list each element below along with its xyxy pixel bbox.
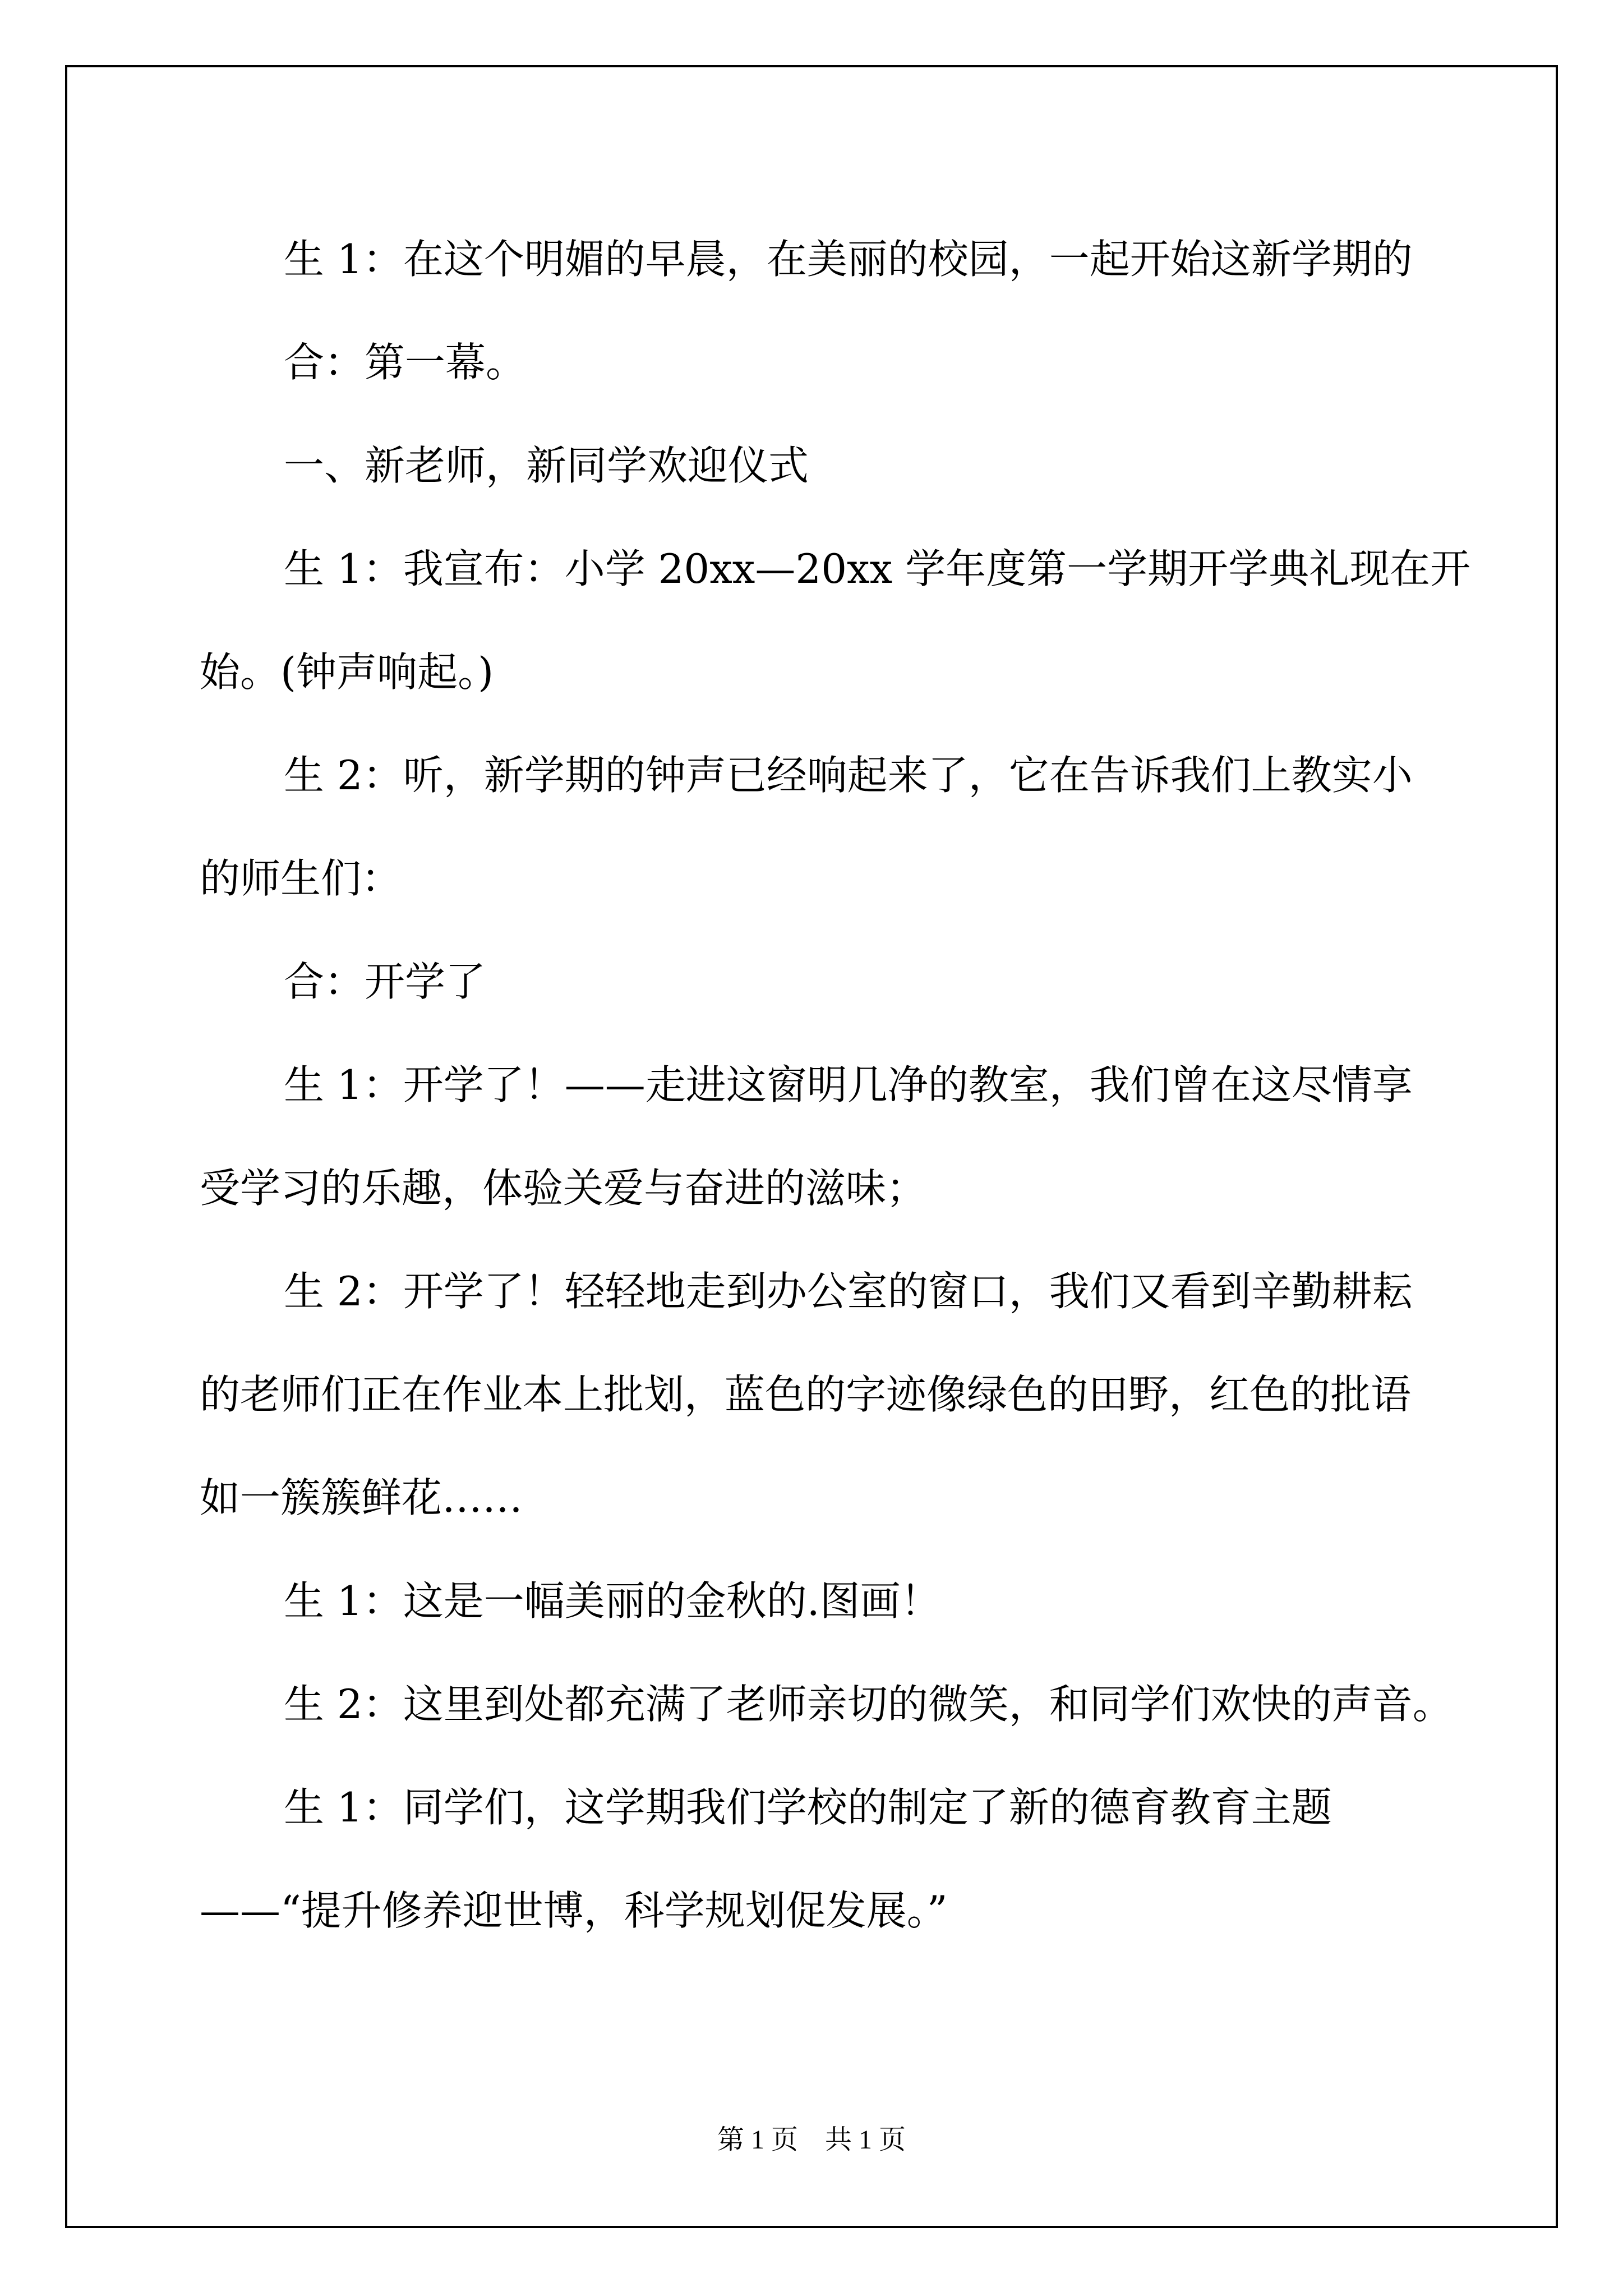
text-line: 生 1：同学们，这学期我们学校的制定了新的德育教育主题: [284, 1784, 1332, 1831]
page-total: 共 1 页: [825, 2125, 906, 2155]
text-line: 生 2：听，新学期的钟声已经响起来了，它在告诉我们上教实小: [284, 752, 1413, 799]
text-lines: [200, 208, 1471, 1962]
page-footer: [0, 2118, 1623, 2156]
text-line: 生 2：开学了！轻轻地走到办公室的窗口，我们又看到辛勤耕耘: [284, 1268, 1413, 1315]
text-line: ——“提升修养迎世博，科学规划促发展。”: [200, 1887, 948, 1934]
text-line: 受学习的乐趣，体验关爱与奋进的滋味；: [200, 1165, 927, 1212]
text-line: 的师生们：: [200, 855, 402, 902]
page-number: 第 1 页: [717, 2125, 798, 2155]
text-line: 合：第一幕。: [284, 339, 527, 386]
text-line: 生 2：这里到处都充满了老师亲切的微笑，和同学们欢快的声音。: [284, 1681, 1453, 1728]
text-line: 始。(钟声响起。): [200, 648, 494, 696]
text-line: 的老师们正在作业本上批划，蓝色的字迹像绿色的田野，红色的批语: [200, 1371, 1412, 1418]
document-body: [200, 208, 1471, 1962]
text-line: 一、新老师，新同学欢迎仪式: [284, 442, 809, 489]
text-line: 生 1：这是一幅美丽的金秋的.图画！: [284, 1577, 941, 1625]
text-line: 生 1：我宣布：小学 20xx—20xx 学年度第一学期开学典礼现在开: [284, 545, 1471, 592]
text-line: 如一簇簇鲜花……: [200, 1474, 523, 1521]
text-line: 合：开学了: [284, 958, 486, 1005]
text-line: 生 1：在这个明媚的早晨，在美丽的校园，一起开始这新学期的: [284, 236, 1413, 283]
text-line: 生 1：开学了！——走进这窗明几净的教室，我们曾在这尽情享: [284, 1061, 1413, 1108]
